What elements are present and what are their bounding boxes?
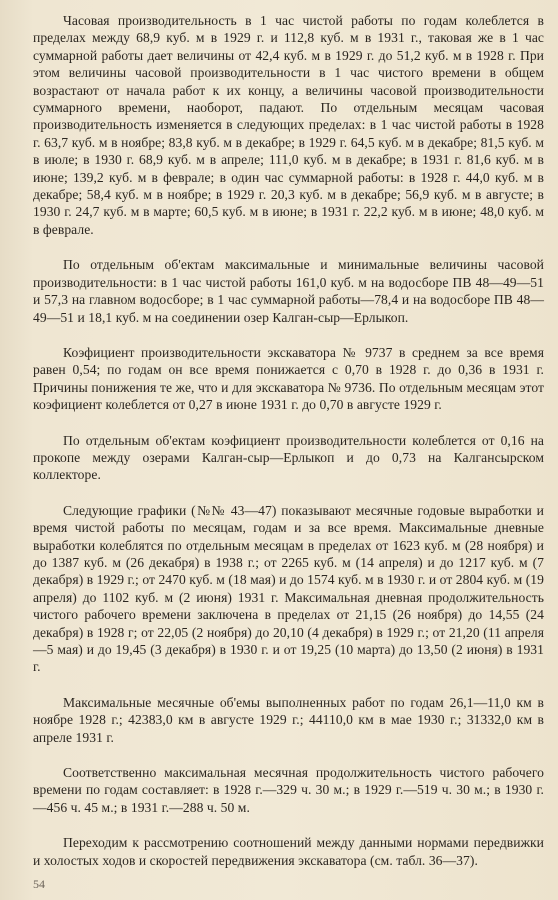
paragraph-hourly-productivity: Часовая производительность в 1 час чистой работы по годам колеблется в пределах между 68,9 куб. м в 1929 г. и 112,8 куб. м в 1931 г., таковая же в 1 час суммарной работы дает величины от 42,4 куб. м в 1929 г. до 51,2 куб. м в 1928 г. При этом величины часовой производительности в 1 час чистого времени в общем возрастают от начала работ к их концу, а величины часовой производительности суммарного времени, наоборот, падают. По отдельным месяцам часовая производительность изменяется в следующих пределах: в 1 час чистой работы в 1928 г. 63,7 куб. м в ноябре; 83,8 куб. м в декабре; в 1929 г. 64,5 куб. м в декабре; 81,5 куб. м в июле; в 1930 г. 68,9 куб. м в апреле; 111,0 куб. м в декабре; в 1931 г. 81,6 куб. м в июне; 139,2 куб. м в феврале; в один час суммарной работы: в 1928 г. 44,0 куб. м в декабре; 58,4 куб. м в ноябре; в 1929 г. 20,3 куб. м в декабре; 56,9 куб. м в августе; в 1930 г. 24,7 куб. м в марте; 60,5 куб. м в июне; в 1931 г. 22,2 куб. м в июне; 48,0 куб. м в феврале. — [33, 13, 544, 237]
paragraph-monthly-duration: Соответственно максимальная месячная продолжительность чистого рабочего времени по годам составляет: в 1928 г.—329 ч. 30 м.; в 1929 г.—519 ч. 30 м.; в 1930 г.—456 ч. 45 м.; в 1931 г.—288 ч. 50 м. — [33, 765, 544, 815]
paragraph-objects-coefficient: По отдельным об'ектам коэфициент производительности колеблется от 0,16 на прокопе между озерами Калган-сыр—Ерлыкоп и до 0,73 на Калгансырском коллекторе. — [33, 432, 544, 483]
paragraph-objects-hourly: По отдельным об'ектам максимальные и минимальные величины часовой производительности: в 1 час чистой работы 161,0 куб. м на водосборе ПВ 48—49—51 и 57,3 на главном водосборе; в 1 час суммарной работы—78,4 и на водосборе ПВ 48—49—51 и 18,1 куб. м на соединении озер Калган-сыр—Ерлыкоп. — [33, 257, 544, 325]
paragraph-graphs: Следующие графики (№№ 43—47) показывают месячные годовые выработки и время чистой работы по месяцам, годам и за все время. Максимальные дневные выработки колеблятся по отдельным месяцам в пределах от 1623 куб. м (28 ноября) и до 1387 куб. м (26 декабря) в 1938 г.; от 2265 куб. м (14 апреля) и до 1217 куб. м (7 декабря) в 1929 г.; от 2470 куб. м (18 мая) и до 1574 куб. м в 1930 г. и от 2804 куб. м (19 апреля) до 1102 куб. м (2 июня) 1931 г. Максимальная дневная продолжительность чистого рабочего времени заключена в пределах от 21,15 (26 ноября) до 14,55 (24 декабря) в 1928 г; от 22,05 (2 ноября) до 20,10 (4 декабря) в 1929 г.; от 21,20 (11 апреля—5 мая) и до 19,45 (3 декабря) в 1930 г. и от 19,25 (10 марта) до 13,50 (2 июня) в 1931 г. — [33, 502, 544, 675]
paragraph-coefficient: Коэфициент производительности экскаватора № 9737 в среднем за все время равен 0,54; по годам он все время понижается с 0,70 в 1928 г. до 0,36 в 1931 г. Причины понижения те же, что и для экскаватора № 9736. По отдельным месяцам этот коэфициент колеблется от 0,27 в июне 1931 г. до 0,70 в августе 1929 г. — [33, 344, 544, 413]
page-number: 54 — [33, 877, 45, 891]
paragraph-monthly-volumes: Максимальные месячные об'емы выполненных работ по годам 26,1—11,0 км в ноябре 1928 г.; 42383,0 км в августе 1929 г.; 44110,0 км в мае 1930 г.; 31332,0 км в апреле 1931 г. — [33, 694, 544, 745]
paragraph-transition: Переходим к рассмотрению соотношений между данными нормами передвижки и холостых ходов и скоростей передвижения экскаватора (см. табл. 36—37). — [33, 835, 544, 868]
